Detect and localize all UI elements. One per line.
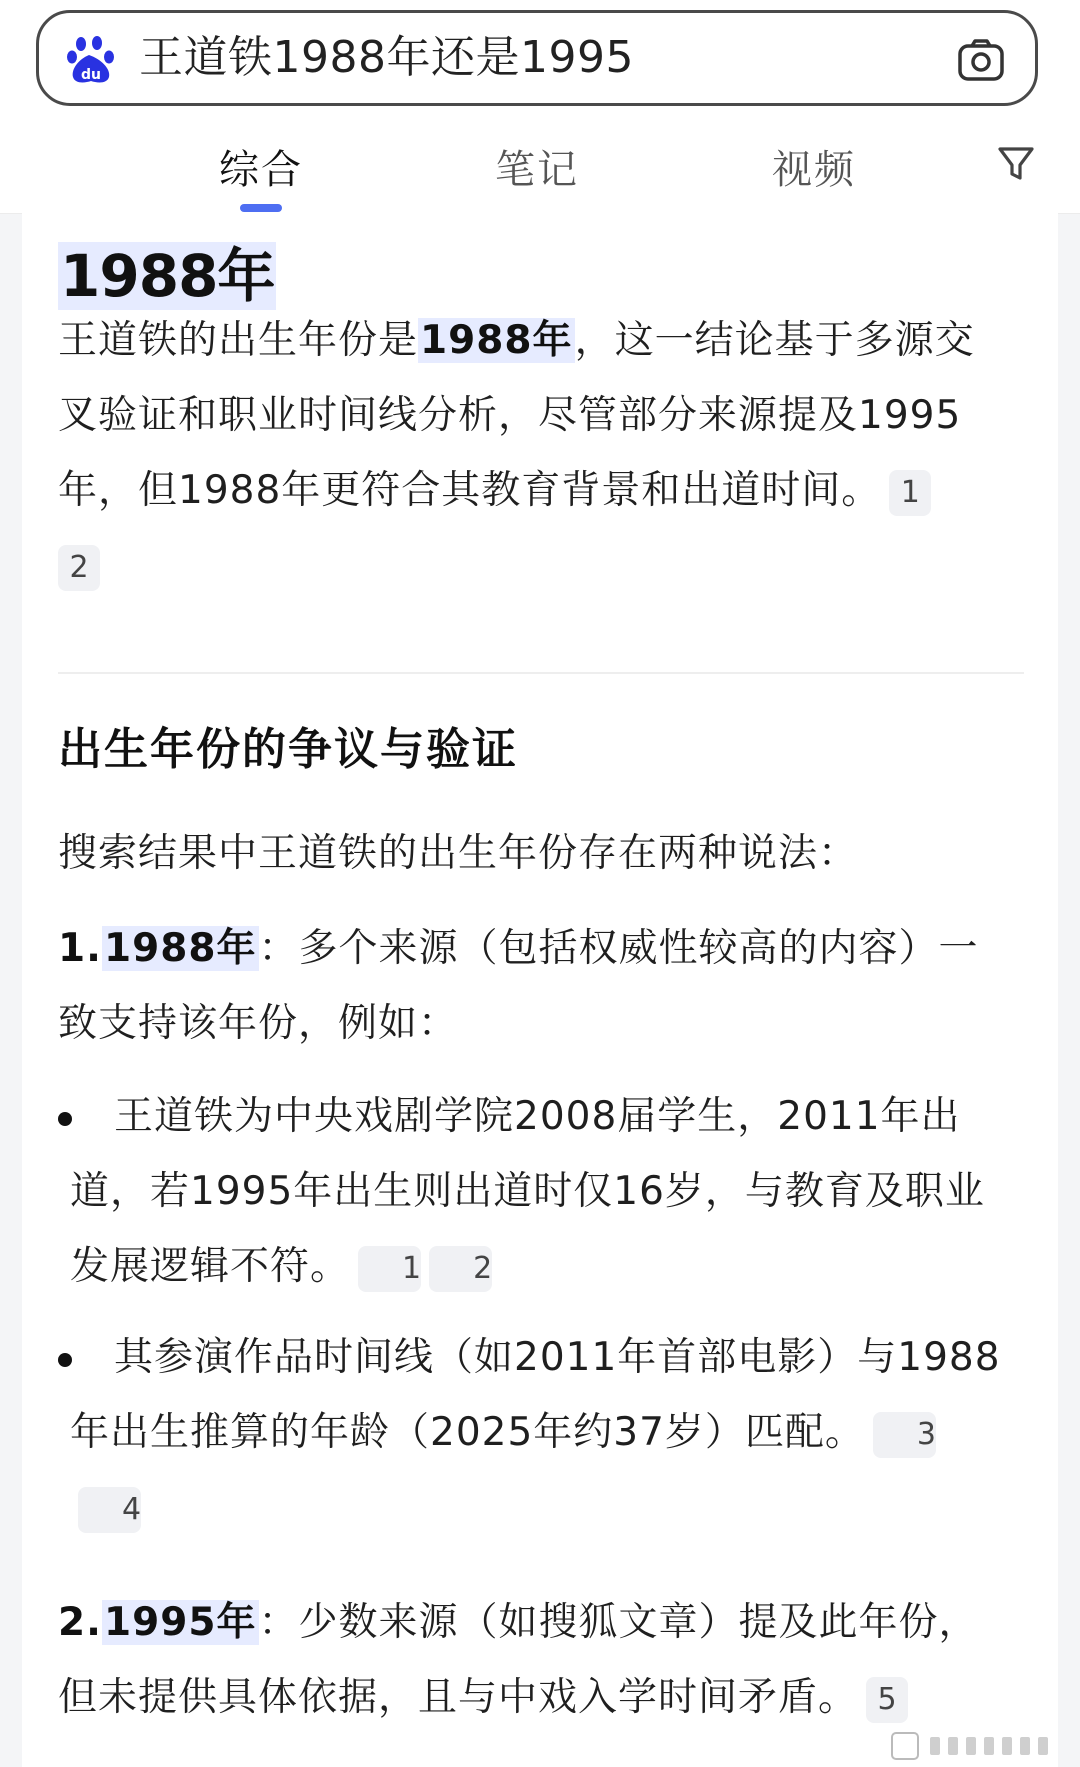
- svg-text:du: du: [81, 67, 101, 83]
- item-number: 2.: [58, 1600, 102, 1645]
- watermark-icon: [890, 1729, 1066, 1763]
- intro-text: 搜索结果中王道铁的出生年份存在两种说法：: [58, 831, 859, 876]
- summary-pre: 王道铁的出生年份是: [58, 318, 419, 363]
- bullet-dot: [58, 1353, 72, 1367]
- item-year: 1988年: [103, 926, 257, 971]
- summary-post: ，这一结论基于多源交叉验证和职业时间线分析，尽管部分来源提及1995年，但1988年更符合其教育背景和出道时间。: [58, 318, 975, 513]
- citation-badge[interactable]: 1: [358, 1246, 421, 1292]
- item-text: ：多个来源（包括权威性较高的内容）一致支持该年份，例如：: [58, 926, 979, 1046]
- item-year: 1995年: [103, 1600, 257, 1645]
- item-text: ：少数来源（如搜狐文章）提及此年份，但未提供具体依据，且与中戏入学时间矛盾。: [58, 1600, 979, 1720]
- citation-badge[interactable]: 2: [429, 1246, 492, 1292]
- tab-video[interactable]: 视频: [772, 147, 856, 193]
- bullet-item: [70, 1079, 1004, 1304]
- item-number: 1.: [58, 926, 102, 971]
- camera-icon[interactable]: [957, 38, 1005, 82]
- answer-title: [58, 229, 276, 313]
- citation-badge[interactable]: 4: [78, 1487, 141, 1533]
- bullet-item: [70, 1320, 1004, 1545]
- tab-bar: [0, 128, 1080, 212]
- search-header: [0, 0, 1080, 214]
- citation-badge[interactable]: 1: [889, 470, 931, 516]
- section-title: 出生年份的争议与验证: [58, 724, 518, 775]
- bullet-dot: [58, 1112, 72, 1126]
- list-item: [58, 1585, 988, 1735]
- list-item: [58, 911, 988, 1061]
- search-query[interactable]: 王道铁1988年还是1995: [139, 32, 634, 83]
- active-tab-indicator: [240, 204, 282, 212]
- tab-notes[interactable]: 笔记: [495, 147, 579, 193]
- filter-icon[interactable]: [996, 144, 1036, 184]
- bullet-list: [70, 1079, 1004, 1545]
- answer-summary: [58, 303, 988, 603]
- citation-badge[interactable]: 3: [873, 1412, 936, 1458]
- citation-badge[interactable]: 5: [866, 1677, 908, 1723]
- search-box[interactable]: [36, 10, 1038, 106]
- tab-zonghe[interactable]: 综合: [219, 147, 303, 193]
- citation-badge[interactable]: 2: [58, 545, 100, 591]
- section-divider: [58, 672, 1024, 674]
- ai-answer-card: [22, 213, 1058, 1767]
- bullet-text: 其参演作品时间线（如2011年首部电影）与1988年出生推算的年龄（2025年约37岁）匹配。: [70, 1335, 1001, 1455]
- baidu-logo-icon[interactable]: [67, 35, 117, 85]
- bullet-text: 王道铁为中央戏剧学院2008届学生，2011年出道，若1995年出生则出道时仅16岁，与教育及职业发展逻辑不符。: [70, 1094, 985, 1289]
- summary-highlight: 1988年: [420, 318, 573, 363]
- answer-title-text: 1988年: [60, 242, 275, 310]
